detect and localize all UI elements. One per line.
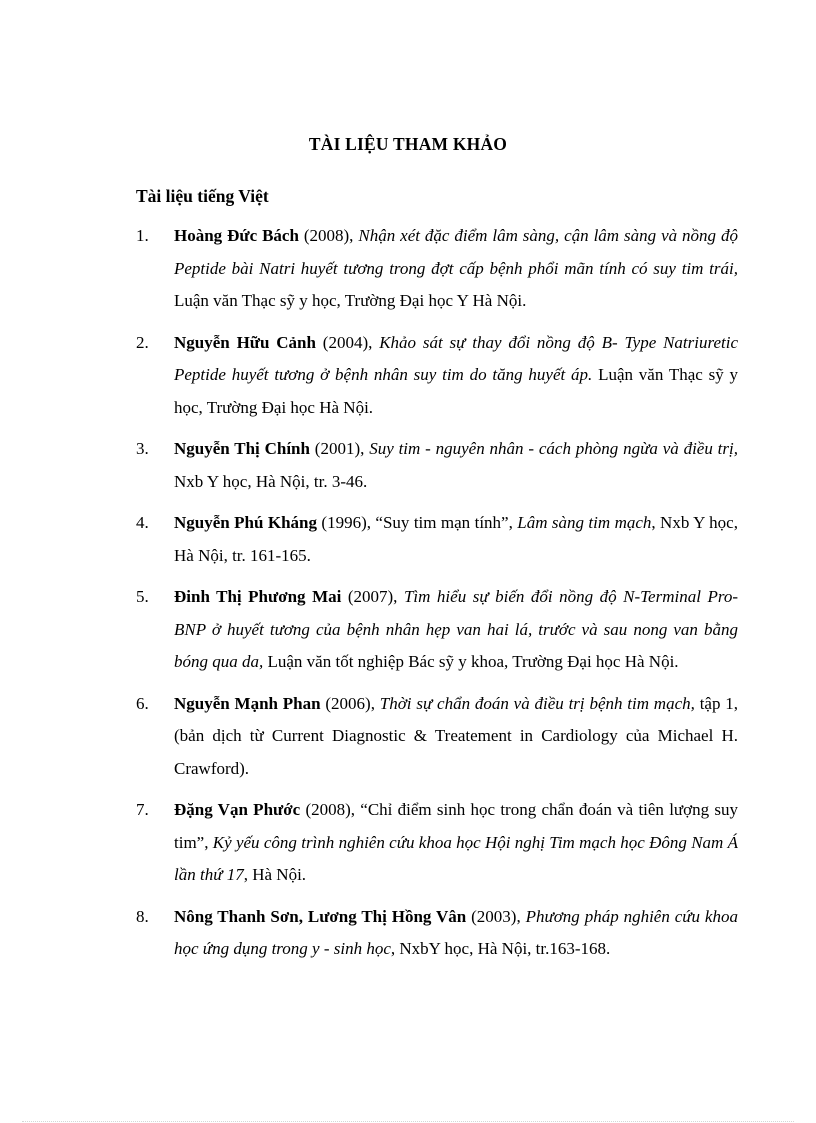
reference-work-title: Lâm sàng tim mạch xyxy=(517,513,652,532)
reference-number: 1. xyxy=(136,226,149,245)
reference-work-title: Phương pháp nghiên cứu khoa học ứng dụng trong y - sinh học xyxy=(174,906,738,958)
reference-year: (2003), xyxy=(466,906,526,926)
reference-details: , Nxb Y học, Hà Nội, tr. 161-165. xyxy=(174,513,738,565)
reference-item xyxy=(136,581,738,679)
reference-article-title: “Chỉ điểm sinh học trong chẩn đoán và tiên lượng suy tim”, xyxy=(174,800,739,852)
reference-list xyxy=(136,220,738,975)
reference-authors: Nguyễn Thị Chính xyxy=(174,439,310,458)
reference-year: (2008), xyxy=(300,800,361,819)
reference-item xyxy=(136,433,738,498)
reference-authors: Nguyễn Phú Kháng xyxy=(174,513,317,532)
reference-work-title: Thời sự chẩn đoán và điều trị bệnh tim mạch, xyxy=(379,693,695,713)
page-title: TÀI LIỆU THAM KHẢO xyxy=(308,134,508,154)
reference-authors: Nguyễn Mạnh Phan xyxy=(174,693,321,713)
reference-number: 3. xyxy=(136,439,149,458)
reference-number: 2. xyxy=(136,332,149,352)
reference-work-title: Nhận xét đặc điểm lâm sàng, cận lâm sàng và nồng độ Peptide bài Natri huyết tương trong đợt cấp bệnh phổi mãn tính có suy tim trái, xyxy=(174,226,738,278)
reference-authors: Hoàng Đức Bách xyxy=(174,226,299,245)
section-heading: Tài liệu tiếng Việt xyxy=(136,186,269,206)
reference-details: , Hà Nội. xyxy=(243,865,307,884)
reference-work-title: Khảo sát sự thay đổi nồng độ B- Type Natriuretic Peptide huyết tương ở bệnh nhân suy tim do tăng huyết áp. xyxy=(174,332,739,384)
reference-article-title: “Suy tim mạn tính”, xyxy=(375,513,518,532)
reference-authors: Đinh Thị Phương Mai xyxy=(174,587,342,606)
reference-number: 6. xyxy=(136,693,149,713)
reference-year: (2008), xyxy=(298,226,359,245)
reference-item xyxy=(136,220,738,318)
reference-details: Luận văn Thạc sỹ y học, Trường Đại học Hà Nội. xyxy=(174,365,739,417)
reference-authors: Đặng Vạn Phước xyxy=(174,800,301,819)
reference-details: , NxbY học, Hà Nội, tr.163-168. xyxy=(390,939,611,958)
reference-year: (2001), xyxy=(309,439,370,458)
reference-item xyxy=(136,901,738,966)
reference-year: (1996), xyxy=(317,513,376,532)
reference-number: 4. xyxy=(136,513,149,532)
reference-details: Nxb Y học, Hà Nội, tr. 3-46. xyxy=(174,471,368,491)
reference-number: 8. xyxy=(136,906,149,926)
reference-number: 5. xyxy=(136,587,149,606)
reference-item xyxy=(136,507,738,572)
reference-work-title: Kỷ yếu công trình nghiên cứu khoa học Hội nghị Tim mạch học Đông Nam Á lần thứ 17 xyxy=(174,832,738,884)
reference-work-title: Suy tim - nguyên nhân - cách phòng ngừa và điều trị, xyxy=(369,439,738,458)
reference-authors: Nông Thanh Sơn, Lương Thị Hồng Vân xyxy=(174,906,467,926)
reference-year: (2007), xyxy=(341,587,404,606)
reference-item xyxy=(136,688,738,786)
reference-year: (2006), xyxy=(320,693,380,713)
page-bottom-divider xyxy=(22,1121,794,1122)
reference-authors: Nguyễn Hữu Cảnh xyxy=(174,332,316,352)
reference-details: Luận văn Thạc sỹ y học, Trường Đại học Y Hà Nội. xyxy=(174,291,527,310)
reference-details: Luận văn tốt nghiệp Bác sỹ y khoa, Trường Đại học Hà Nội. xyxy=(263,652,679,671)
reference-year: (2004), xyxy=(315,332,380,352)
reference-details: tập 1, (bản dịch từ Current Diagnostic & Treatement in Cardiology của Michael H. Crawford). xyxy=(174,693,739,778)
reference-number: 7. xyxy=(136,800,149,819)
reference-work-title: Tìm hiểu sự biến đổi nồng độ N-Terminal Pro- BNP ở huyết tương của bệnh nhân hẹp van hai lá, trước và sau nong van bằng bóng qua da, xyxy=(174,587,738,671)
reference-item xyxy=(136,327,738,425)
reference-item xyxy=(136,794,738,892)
